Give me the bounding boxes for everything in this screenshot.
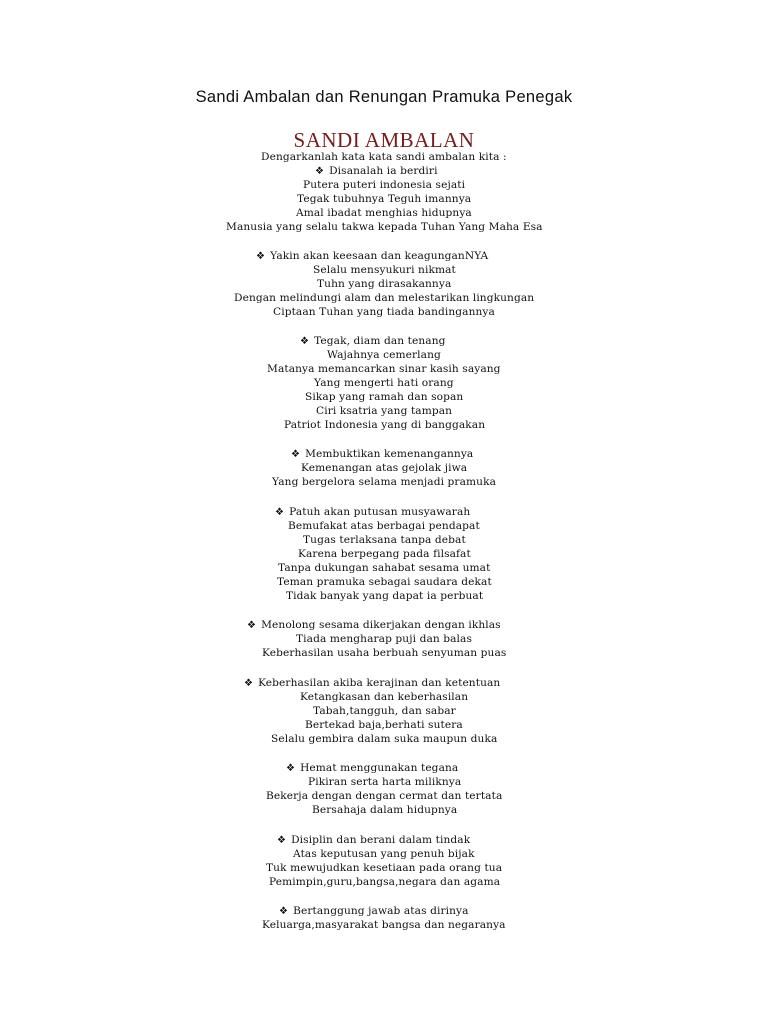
poem-line-text: Disanalah ia berdiri: [329, 165, 438, 177]
poem-line: [293, 847, 475, 861]
poem-line-text: Yakin akan keesaan dan keagunganNYA: [270, 250, 489, 262]
bullet-line: [256, 249, 488, 264]
poem-line-text: Manusia yang selalu takwa kepada Tuhan Yang Maha Esa: [226, 221, 543, 233]
poem-line: [314, 376, 454, 390]
diamond-bullet-icon: ❖: [275, 507, 285, 518]
bullet-line: [286, 761, 458, 776]
poem-line-text: Ketangkasan dan keberhasilan: [300, 691, 469, 703]
poem-line-text: Bemufakat atas berbagai pendapat: [288, 520, 480, 532]
poem-line-text: Menolong sesama dikerjakan dengan ikhlas: [261, 619, 501, 631]
poem-line-text: Patuh akan putusan musyawarah: [289, 506, 471, 518]
poem-line-text: Tabah,tangguh, dan sabar: [313, 705, 456, 717]
poem-line-text: Ciri ksatria yang tampan: [316, 405, 453, 417]
poem-line: [313, 704, 456, 718]
poem-line: [303, 178, 465, 192]
poem-line-text: Karena berpegang pada filsafat: [298, 548, 471, 560]
poem-line: [278, 561, 490, 575]
poem-line-text: Pikiran serta harta miliknya: [308, 776, 462, 788]
poem-line-text: Yang bergelora selama menjadi pramuka: [272, 476, 497, 488]
bullet-line: [300, 334, 446, 349]
poem-line: [262, 918, 506, 932]
diamond-bullet-icon: ❖: [291, 449, 301, 460]
section-heading: SANDI AMBALAN: [293, 128, 475, 152]
poem-line-text: Tidak banyak yang dapat ia perbuat: [286, 590, 484, 602]
diamond-bullet-icon: ❖: [279, 906, 289, 917]
poem-line: [234, 291, 534, 305]
poem-line-text: Keberhasilan usaha berbuah senyuman puas: [262, 647, 507, 659]
poem-line-text: Tegak, diam dan tenang: [314, 335, 446, 347]
poem-line: [317, 277, 451, 291]
poem-line: [261, 150, 507, 164]
poem-line: [312, 803, 457, 817]
poem-line-text: Selalu mensyukuri nikmat: [313, 264, 456, 276]
bullet-line: [315, 164, 438, 179]
bullet-line: [279, 904, 469, 919]
bullet-line: [277, 833, 470, 848]
poem-line: [305, 390, 463, 404]
poem-line-text: Tiada mengharap puji dan balas: [296, 633, 472, 645]
poem-line: [267, 362, 501, 376]
poem-line-text: Kemenangan atas gejolak jiwa: [301, 462, 468, 474]
diamond-bullet-icon: ❖: [277, 835, 287, 846]
poem-line: [308, 775, 461, 789]
poem-line: [273, 305, 495, 319]
bullet-line: [291, 447, 473, 462]
bullet-line: [275, 505, 470, 520]
poem-line-text: Keberhasilan akiba kerajinan dan ketentuan: [258, 677, 501, 689]
poem-line: [305, 718, 463, 732]
poem-line: [266, 789, 502, 803]
poem-line: [269, 875, 500, 889]
poem-line: [297, 192, 471, 206]
poem-line-text: Atas keputusan yang penuh bijak: [293, 848, 475, 860]
poem-line-text: Yang mengerti hati orang: [314, 377, 454, 389]
poem-line-text: Matanya memancarkan sinar kasih sayang: [267, 363, 501, 375]
poem-line: [284, 418, 485, 432]
poem-line-text: Tanpa dukungan sahabat sesama umat: [278, 562, 491, 574]
poem-line-text: Disiplin dan berani dalam tindak: [291, 834, 471, 846]
poem-line: [300, 690, 468, 704]
poem-line: [296, 206, 472, 220]
poem-line-text: Teman pramuka sebagai saudara dekat: [277, 576, 492, 588]
poem-line: [262, 646, 506, 660]
poem-line-text: Bekerja dengan dengan cermat dan tertata: [266, 790, 503, 802]
poem-line-text: Keluarga,masyarakat bangsa dan negaranya: [262, 919, 506, 931]
poem-line: [271, 732, 497, 746]
poem-line: [316, 404, 452, 418]
poem-line-text: Ciptaan Tuhan yang tiada bandingannya: [273, 306, 495, 318]
poem-line-text: Bersahaja dalam hidupnya: [312, 804, 458, 816]
poem-line-text: Pemimpin,guru,bangsa,negara dan agama: [269, 876, 501, 888]
poem-line: [266, 861, 502, 875]
poem-line-text: Membuktikan kemenangannya: [305, 448, 474, 460]
poem-line: [226, 220, 543, 234]
poem-line: [303, 533, 466, 547]
poem-line-text: Wajahnya cemerlang: [327, 349, 441, 361]
poem-line: [296, 632, 472, 646]
poem-line: [286, 589, 483, 603]
diamond-bullet-icon: ❖: [300, 336, 310, 347]
poem-line-text: Amal ibadat menghias hidupnya: [296, 207, 472, 219]
bullet-line: [244, 676, 500, 691]
poem-line: [298, 547, 471, 561]
document-title: Sandi Ambalan dan Renungan Pramuka Penegak: [195, 88, 573, 106]
diamond-bullet-icon: ❖: [256, 251, 266, 262]
poem-line: [272, 475, 496, 489]
poem-line: [277, 575, 492, 589]
poem-line-text: Dengan melindungi alam dan melestarikan lingkungan: [234, 292, 535, 304]
poem-line-text: Hemat menggunakan tegana: [300, 762, 459, 774]
bullet-line: [247, 618, 501, 633]
diamond-bullet-icon: ❖: [315, 166, 325, 177]
poem-line-text: Tegak tubuhnya Teguh imannya: [297, 193, 472, 205]
poem-line: [288, 519, 480, 533]
poem-line-text: Tuk mewujudkan kesetiaan pada orang tua: [266, 862, 503, 874]
poem-line-text: Tugas terlaksana tanpa debat: [303, 534, 466, 546]
poem-line: [313, 263, 456, 277]
diamond-bullet-icon: ❖: [286, 763, 296, 774]
poem-line-text: Bertekad baja,berhati sutera: [305, 719, 463, 731]
poem-line-text: Bertanggung jawab atas dirinya: [293, 905, 469, 917]
poem-line-text: Tuhn yang dirasakannya: [317, 278, 452, 290]
poem-line-text: Dengarkanlah kata kata sandi ambalan kita :: [261, 151, 507, 163]
poem-line: [327, 348, 441, 362]
diamond-bullet-icon: ❖: [247, 620, 257, 631]
diamond-bullet-icon: ❖: [244, 678, 254, 689]
poem-line-text: Putera puteri indonesia sejati: [303, 179, 466, 191]
poem-line: [301, 461, 467, 475]
poem-line-text: Patriot Indonesia yang di banggakan: [284, 419, 486, 431]
poem-line-text: Selalu gembira dalam suka maupun duka: [271, 733, 498, 745]
poem-line-text: Sikap yang ramah dan sopan: [305, 391, 464, 403]
